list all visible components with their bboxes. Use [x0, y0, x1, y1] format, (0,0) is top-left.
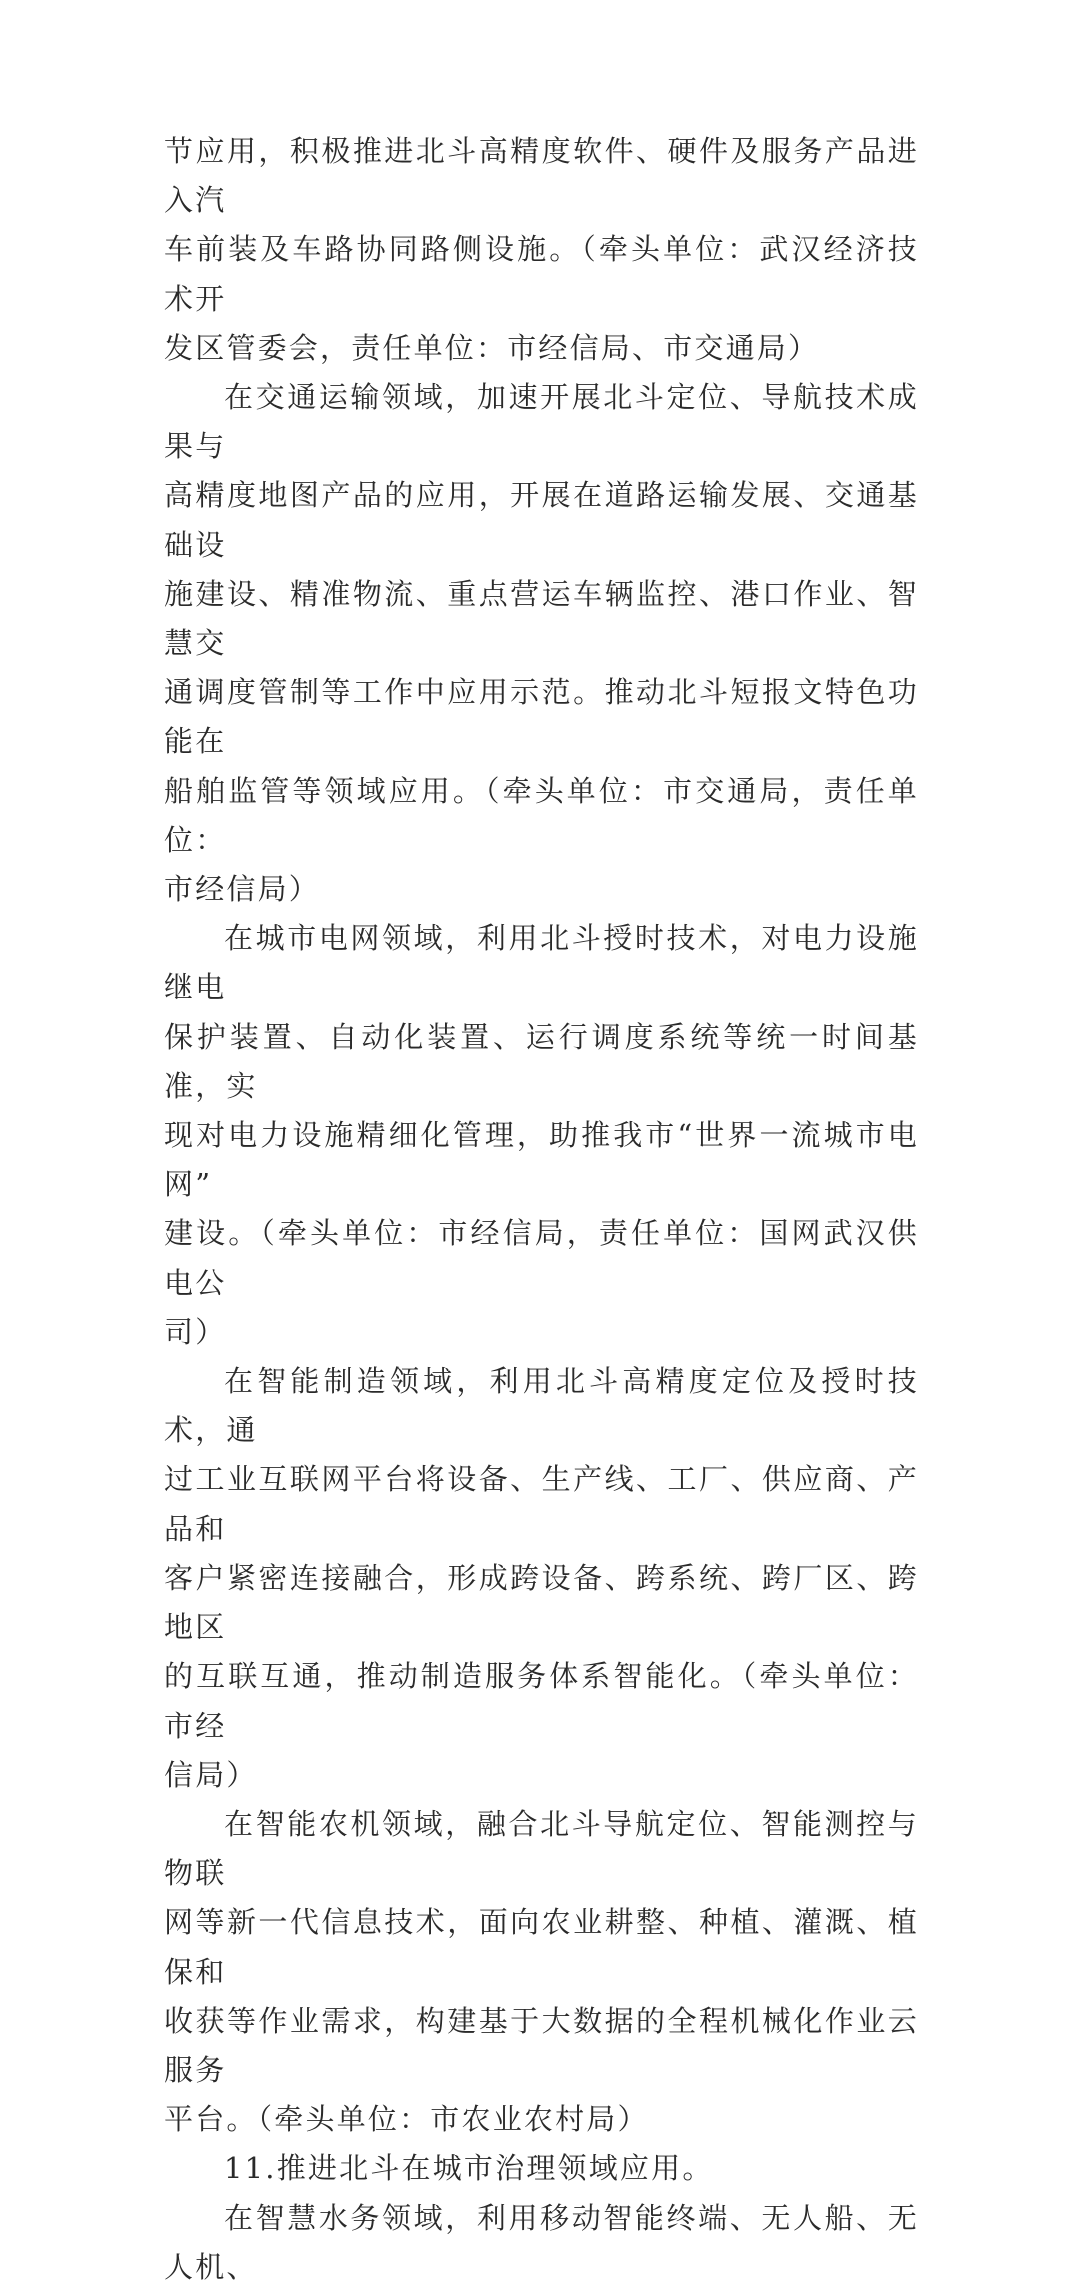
paragraph-automotive-continued: 节应用，积极推进北斗高精度软件、硬件及服务产品进入汽 车前装及车路协同路侧设施。（牵头单位：武汉经济技术开 发区管委会，责任单位：市经信局、市交通局） — [164, 134, 919, 365]
paragraph-smart-water: 在智慧水务领域，利用移动智能终端、无人船、无人机、 — [164, 2200, 919, 2284]
paragraph-transport: 在交通运输领域，加速开展北斗定位、导航技术成果与 高精度地图产品的应用，开展在道路运输发展、交通基础设 施建设、精准物流、重点营运车辆监控、港口作业、智慧交 通调度管制等工作中应用示范。推动北斗短报文特色功能在 船舶监管等领域应用。（牵头单位：市交通局，责任单位： 市经信局） — [164, 380, 919, 907]
paragraph-smart-agriculture: 在智能农机领域，融合北斗导航定位、智能测控与物联 网等新一代信息技术，面向农业耕整、种植、灌溉、植保和 收获等作业需求，构建基于大数据的全程机械化作业云服务 平台。（牵头单位：市农业农村局） — [164, 1806, 919, 2137]
paragraph-power-grid: 在城市电网领域，利用北斗授时技术，对电力设施继电 保护装置、自动化装置、运行调度系统等统一时间基准，实 现对电力设施精细化管理，助推我市“世界一流城市电网” 建设。（牵头单位：市经信局，责任单位：国网武汉供电公 司） — [164, 921, 919, 1349]
section-heading-11: 11.推进北斗在城市治理领域应用。 — [224, 2151, 714, 2186]
paragraph-smart-manufacturing: 在智能制造领域，利用北斗高精度定位及授时技术，通 过工业互联网平台将设备、生产线、工厂、供应商、产品和 客户紧密连接融合，形成跨设备、跨系统、跨厂区、跨地区 的互联互通，推动制造服务体系智能化。（牵头单位：市经 信局） — [164, 1364, 919, 1792]
document-body — [164, 127, 919, 2292]
